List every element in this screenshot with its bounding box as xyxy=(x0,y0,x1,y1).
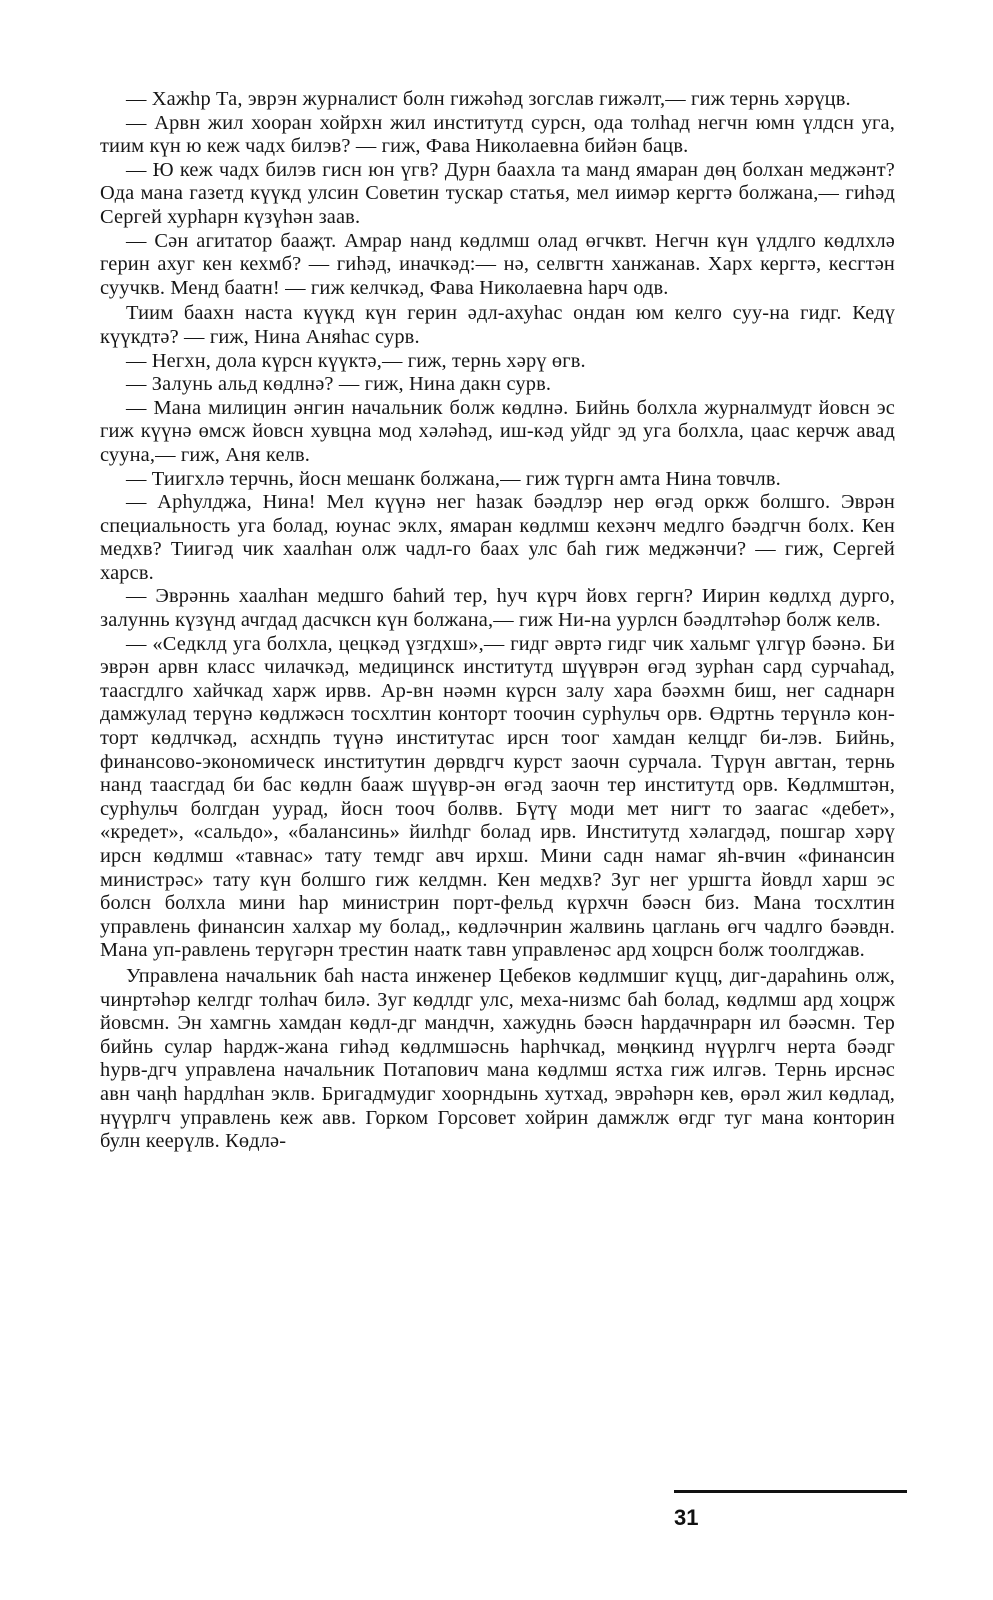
paragraph: — Эврәннь хаалһан медшго баһий тер, һуч күрч йовх гергн? Иирин көдлхд дурго, залуннь күзүнд ачгдад дасчксн күн болжана,— гиж Ни-на уурлсн бәәдлтәһәр болж келв. xyxy=(100,585,895,632)
page-number-rule xyxy=(674,1490,907,1493)
paragraph: — Хажһр Та, эврэн журналист болн гижәһәд зогслав гижәлт,— гиж тернь хәрүцв. xyxy=(126,88,851,110)
paragraph: Тиим баахн наста күүкд күн герин әдл-ахуһас ондан юм келго суу-на гидг. Кедү күүкдтә? — гиж, Нина Аняһас сурв. xyxy=(100,302,895,348)
paragraph: — Сән агитатор бааҗт. Амрар нанд көдлмш олад өгчквт. Негчн күн үлдлго көдлхлә герин ахуг кен кехмб? — гиһәд, иначкәд:— нә, селвгтн ханжанав. Харх кергтә, кесгтән суучкв. Менд баатн! — гиж келчкәд, Фава Николаевна һарч одв. xyxy=(100,229,895,299)
paragraph: — Арһулджа, Нина! Мел күүнә нег һазак бәәдлэр нер өгәд оркж болшго. Эврән специальность уга болад, юунас эклх, ямаран көдлмш кехәнч медлго бәәдгчн болх. Кен медхв? Тиигәд чик хаалһан олж чадл-го баах улс баһ гиж меджәнчи? — гиж, Сергей харсв. xyxy=(100,491,895,584)
paragraph: Управлена начальник баһ наста инженер Цебеков көдлмшиг күцц, диг-дараһинь олж, чинртәһәр келгдг толһач билә. Зуг көдлдг улс, меха-низмс баһ болад, көдлмш ард хоцрж йовсмн. Эн хамгнь хамдан көдл-дг мандчн, хажуднь бәәсн һардачнрарн ил бәәсмн. Тер бийнь сулар һардж-жана гиһәд көдлмшәснь һарһчкад, мөңкинд нүүрлгч нерта бәәдг һурв-дгч управлена начальник Потапович мана көдлмш ястха гиж илгәв. Тернь ирснәс авн чаңһ һардлһан эклв. Бригадмудиг хоорндынь хутхад, эврәһәрн кев, өрәл жил көдлад, нүүрлгч управлень кеж авв. Горком Горсовет хойрин дамжлж өгдг туг мана конторин булн кеерүлв. Көдлә- xyxy=(100,964,895,1153)
paragraph: — Негхн, дола күрсн күүктә,— гиж, тернь хәрү өгв. xyxy=(126,349,586,372)
paragraph: — Тиигхлә терчнь, йосн мешанк болжана,— гиж түргн амта Нина товчлв. xyxy=(126,467,781,490)
page-text xyxy=(100,88,895,1154)
paragraph: — Мана милицин әнгин начальник болж көдлнә. Бийнь болхла журналмудт йовсн эс гиж күүнә өмсж йовсн хувцна мод хәләһәд, иш-кәд уйдг эд уга болхла, цаас керчж авад сууна,— гиж, Аня келв. xyxy=(100,396,895,466)
paragraph: — Арвн жил хооран хойрхн жил институтд сурсн, ода толһад негчн юмн үлдсн уга, тиим күн ю кеж чадх билэв? — гиж, Фава Николаевна бийән бацв. xyxy=(100,111,895,158)
paragraph: — Залунь альд көдлнә? — гиж, Нина дакн сурв. xyxy=(126,373,552,396)
paragraph: — «Седклд уга болхла, цецкәд үзгдхш»,— гидг әвртә гидг чик хальмг үлгүр бәәнә. Би эврән арвн класс чилачкәд, медицинск институтд шүүврән өгәд зурһан сард сурчаһад, таасгдлго хайчкад харж ирвв. Ар-вн нәәмн күрсн залу хара бәәхмн биш, нег саднарн дамжулад терүнә көдлжәсн тосхлтин конторт тоочин сурһульч орв. Өдртнь терүнлә кон-торт көдлчкәд, асхндпь түүнә институтас ирсн тоог хамдан келцдг би-лэв. Бийнь, финансово-экономическ институтин дөрвдгч курст заочн сурчала. Түрүн авгтан, тернь нанд таасгдад би бас көдлн бааж шүүвр-ән өгәд заочн тер институтд орв. Көдлмштән, сурһульч болгдан уурад, йосн тооч болвв. Бүтү моди мет нигт то заагас «дебет», «кредет», «сальдо», «балансинь» йилһдг болад ирв. Институтд хәлагдәд, пошгар хәрү ирсн көдлмш «тавнас» тату темдг авч ирхш. Мини садн намаг яһ-вчин «финансин министрәс» тату күн болшго гиж келдмн. Кен медхв? Зуг нег уршгта йовдл харш эс болсн болхла мини һар министрин порт-фельд күрхчн бәәсн биз. Мана тосхлтин управлень финансин халхар му болад,, көдләчнрин жалвинь цаглань өгч чадлго бәәвдн. Мана уп-равлень терүгәрн трестин наатк тавн управленәс ард хоцрсн болж тоолгджав. xyxy=(100,632,895,962)
paragraph: — Ю кеж чадх билэв гисн юн үгв? Дурн баахла та манд ямаран дөң болхан меджәнт? Ода мана газетд күүкд улсин Советин тускар статья, мел иимәр кергтә болжана,— гиһәд Сергей хурһарн күзүһән заав. xyxy=(100,158,895,228)
page-number: 31 xyxy=(674,1505,699,1530)
